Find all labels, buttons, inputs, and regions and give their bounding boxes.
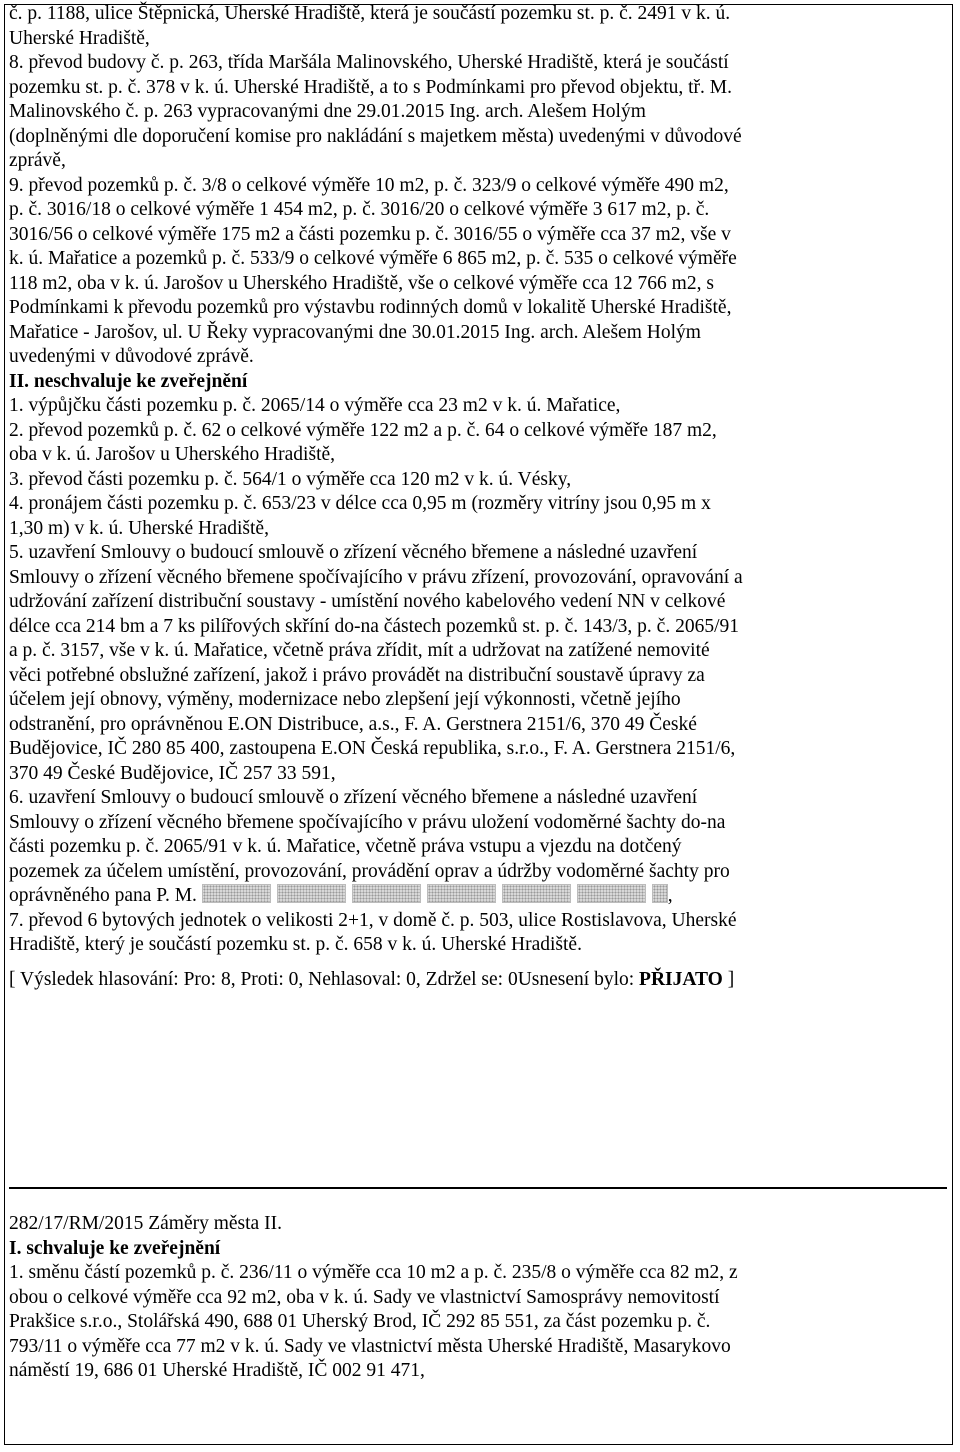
text-line: odstranění, pro oprávněnou E.ON Distribuce, a.s., F. A. Gerstnera 2151/6, 370 49 České <box>9 713 697 735</box>
vote-result-suffix: ] <box>722 968 735 990</box>
section-I-heading: I. schvaluje ke zveřejnění <box>9 1237 221 1259</box>
text-line: 118 m2, oba v k. ú. Jarošov u Uherského Hradiště, vše o celkové výměře cca 12 766 m2, s <box>9 272 714 294</box>
text-line: pozemku st. p. č. 378 v k. ú. Uherské Hradiště, a to s Podmínkami pro převod objektu, tř. M. <box>9 76 733 98</box>
resolution-text-block <box>9 2 949 992</box>
text-line: části pozemku p. č. 2065/91 v k. ú. Mařatice, včetně práva vstupu a vjezdu na dotčený <box>9 836 682 857</box>
text-line: uvedenými v důvodové zprávě. <box>9 346 254 367</box>
text-line: obou o celkové výměře cca 92 m2, oba v k. ú. Sady ve vlastnictví Samosprávy nemovitostí <box>9 1286 720 1308</box>
text-line: 4. pronájem části pozemku p. č. 653/23 v délce cca 0,95 m (rozměry vitríny jsou 0,95 m x <box>9 493 711 514</box>
text-line: Budějovice, IČ 280 85 400, zastoupena E.ON Česká republika, s.r.o., F. A. Gerstnera 2151/6, <box>9 738 736 759</box>
vote-result-prefix: [ Výsledek hlasování: Pro: 8, Proti: 0, Nehlasoval: 0, Zdržel se: 0Usnesení bylo: <box>9 968 640 990</box>
redaction-block <box>652 884 668 903</box>
text-line: Podmínkami k převodu pozemků pro výstavbu rodinných domů v lokalitě Uherské Hradiště, <box>9 297 732 318</box>
text-line: Smlouvy o zřízení věcného břemene spočívajícího v právu zřízení, provozování, opravování a <box>9 566 743 588</box>
text-line: p. č. 3016/18 o celkové výměře 1 454 m2, p. č. 3016/20 o celkové výměře 3 617 m2, p. č. <box>9 199 710 220</box>
text-line: 5. uzavření Smlouvy o budoucí smlouvě o zřízení věcného břemene a následné uzavření <box>9 542 698 563</box>
redaction-block <box>277 884 346 903</box>
text-line: zprávě, <box>9 150 66 171</box>
section-1-continuation <box>9 2 949 370</box>
section-2-heading: II. neschvaluje ke zveřejnění <box>9 370 248 392</box>
redacted-line-suffix: , <box>667 885 673 906</box>
redacted-line-prefix: oprávněného pana P. M. <box>9 885 197 906</box>
redaction-block <box>202 884 271 903</box>
section-2-items <box>9 394 949 884</box>
redaction-block <box>502 884 571 903</box>
text-line: 8. převod budovy č. p. 263, třída Maršála Malinovského, Uherské Hradiště, která je součástí <box>9 52 729 73</box>
text-line: (doplněnými dle doporučení komise pro nakládání s majetkem města) uvedenými v důvodové <box>9 125 742 147</box>
text-line: 370 49 České Budějovice, IČ 257 33 591, <box>9 762 336 784</box>
text-line: 1,30 m) v k. ú. Uherské Hradiště, <box>9 517 269 539</box>
text-line: pozemek za účelem umístění, provozování, provádění oprav a údržby vodoměrné šachty pro <box>9 860 730 882</box>
text-line: náměstí 19, 686 01 Uherské Hradiště, IČ 002 91 471, <box>9 1360 425 1381</box>
text-line: a p. č. 3157, vše v k. ú. Mařatice, včetně práva zřídit, mít a udržovat na zatížené nemovité <box>9 640 710 661</box>
text-line: udržování zařízení distribuční soustavy - umístění nového kabelového vedení NN v celkové <box>9 591 726 612</box>
text-line: Smlouvy o zřízení věcného břemene spočívajícího v právu uložení vodoměrné šachty do-na <box>9 811 726 833</box>
text-line: 2. převod pozemků p. č. 62 o celkové výměře 122 m2 a p. č. 64 o celkové výměře 187 m2, <box>9 419 717 441</box>
text-line: 793/11 o výměře cca 77 m2 v k. ú. Sady ve vlastnictví města Uherské Hradiště, Masarykovo <box>9 1335 731 1357</box>
text-line: 7. převod 6 bytových jednotek o velikosti 2+1, v domě č. p. 503, ulice Rostislavova, Uherské <box>9 909 737 931</box>
spacer <box>9 958 949 968</box>
horizontal-divider <box>9 1187 947 1189</box>
text-line: 3016/56 o celkové výměře 175 m2 a části pozemku p. č. 3016/55 o výměře cca 37 m2, vše v <box>9 223 731 245</box>
text-line: účelem její obnovy, výměny, modernizace nebo zlepšení její výkonnosti, včetně jejího <box>9 689 681 710</box>
vote-result-line <box>9 968 949 993</box>
vote-result-value: PŘIJATO <box>639 968 723 990</box>
text-line: k. ú. Mařatice a pozemků p. č. 533/9 o celkové výměře 6 865 m2, p. č. 535 o celkové výměře <box>9 248 737 269</box>
redaction-block <box>352 884 421 903</box>
redaction-block <box>577 884 646 903</box>
text-line: 1. směnu částí pozemků p. č. 236/11 o výměře cca 10 m2 a p. č. 235/8 o výměře cca 82 m2, z <box>9 1262 738 1283</box>
section-I-items <box>9 1261 949 1384</box>
text-line: Prakšice s.r.o., Stolářská 490, 688 01 Uherský Brod, IČ 292 85 551, za část pozemku p. č. <box>9 1311 711 1332</box>
resolution-number: 282/17/RM/2015 Záměry města II. <box>9 1213 282 1234</box>
text-line: 3. převod části pozemku p. č. 564/1 o výměře cca 120 m2 v k. ú. Vésky, <box>9 468 572 490</box>
text-line: věci potřebné obslužné zařízení, jakož i právo provádět na distribuční soustavě úpravy za <box>9 664 705 686</box>
text-line: Hradiště, který je součástí pozemku st. p. č. 658 v k. ú. Uherské Hradiště. <box>9 934 582 955</box>
redacted-line <box>9 884 949 909</box>
text-line: č. p. 1188, ulice Štěpnická, Uherské Hradiště, která je součástí pozemku st. p. č. 2491 v k. ú. <box>9 3 731 24</box>
text-line: oba v k. ú. Jarošov u Uherského Hradiště, <box>9 444 336 465</box>
next-resolution-block <box>9 1212 949 1384</box>
redaction-block <box>427 884 496 903</box>
text-line: 6. uzavření Smlouvy o budoucí smlouvě o zřízení věcného břemene a následné uzavření <box>9 787 698 808</box>
text-line: 9. převod pozemků p. č. 3/8 o celkové výměře 10 m2, p. č. 323/9 o celkové výměře 490 m2, <box>9 174 729 196</box>
text-line: Malinovského č. p. 263 vypracovanými dne 29.01.2015 Ing. arch. Alešem Holým <box>9 101 646 122</box>
text-line: Uherské Hradiště, <box>9 27 150 49</box>
text-line: 1. výpůjčku části pozemku p. č. 2065/14 o výměře cca 23 m2 v k. ú. Mařatice, <box>9 395 621 416</box>
text-line: délce cca 214 bm a 7 ks pilířových skříní do-na částech pozemků st. p. č. 143/3, p. č. 2065/91 <box>9 615 739 637</box>
text-line: Mařatice - Jarošov, ul. U Řeky vypracovanými dne 30.01.2015 Ing. arch. Alešem Holým <box>9 321 701 343</box>
section-2-items-continued <box>9 909 949 958</box>
